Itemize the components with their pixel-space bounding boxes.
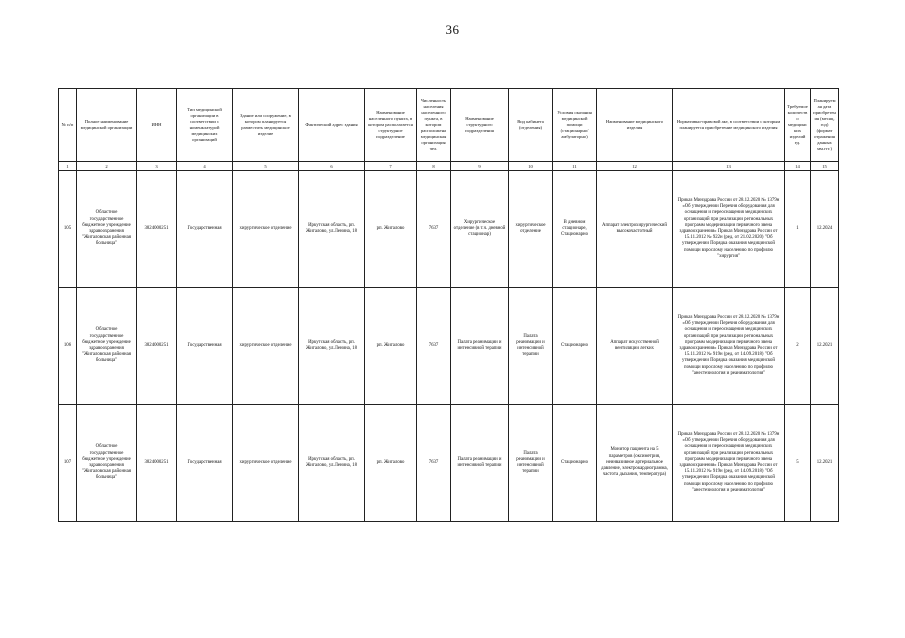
header-cell-cabinet: Вид кабинета (отделения) — [509, 89, 553, 162]
date-cell: 12.2024 — [811, 171, 839, 288]
column-number: 4 — [177, 162, 233, 171]
division-cell: Хирургическое отделение (в т.ч. дневной стационар) — [451, 171, 509, 288]
settlement-cell: рп. Жигалово — [365, 405, 417, 522]
population-cell: 7637 — [417, 171, 451, 288]
quantity-cell: 1 — [785, 171, 811, 288]
column-number: 7 — [365, 162, 417, 171]
header-cell-device: Наименование медицинского изделия — [597, 89, 673, 162]
inn-cell: 3824000251 — [137, 288, 177, 405]
act-cell: Приказ Минздрава России от 28.12.2020 № 1379н «Об утверждении Перечня оборудования для оснащения и переоснащения медицинских организаций при реализации региональных программ модернизации первичного звена здравоохранения» Приказ Минздрава России от 15.11.2012 № 922н (ред. от 21.02.2020) "Об утверждении Порядка оказания медицинской помощи взрослому населению по профилю "хирургия" — [673, 171, 785, 288]
column-number: 9 — [451, 162, 509, 171]
column-number: 3 — [137, 162, 177, 171]
equipment-table — [58, 88, 839, 522]
column-number: 11 — [553, 162, 597, 171]
table-row — [59, 171, 839, 288]
column-number: 14 — [785, 162, 811, 171]
header-cell-number: № п/п — [59, 89, 77, 162]
column-number: 8 — [417, 162, 451, 171]
column-number: 5 — [233, 162, 299, 171]
table-header-row — [59, 89, 839, 162]
table-row — [59, 405, 839, 522]
act-cell: Приказ Минздрава России от 28.12.2020 № 1379н «Об утверждении Перечня оборудования для оснащения и переоснащения медицинских организаций при реализации региональных программ модернизации первичного звена здравоохранения» Приказ Минздрава России от 15.11.2012 № 919н (ред. от 14.09.2018) "Об утверждении Порядка оказания медицинской помощи взрослому населению по профилю "анестезиология и реаниматология" — [673, 288, 785, 405]
header-cell-conditions: Условия оказания медицинской помощи (стационарно/амбулаторно) — [553, 89, 597, 162]
conditions-cell: Стационарно — [553, 288, 597, 405]
header-cell-org: Полное наименование медицинской организации — [77, 89, 137, 162]
device-cell: Аппарат искусственной вентиляции легких — [597, 288, 673, 405]
column-number: 1 — [59, 162, 77, 171]
column-number-row — [59, 162, 839, 171]
date-cell: 12.2021 — [811, 288, 839, 405]
row-number: 107 — [59, 405, 77, 522]
table-row — [59, 288, 839, 405]
column-number: 12 — [597, 162, 673, 171]
org-name: Областное государственное бюджетное учреждение здравоохранения "Жигаловская районная больница" — [77, 288, 137, 405]
org-name: Областное государственное бюджетное учреждение здравоохранения "Жигаловская районная больница" — [77, 405, 137, 522]
population-cell: 7637 — [417, 288, 451, 405]
header-cell-date: Планируемая дата приобретения (месяц, год) (формат отражения данных мм.ггг.) — [811, 89, 839, 162]
header-cell-act: Нормативно-правовой акт, в соответствии с которым планируется приобретение медицинского изделия — [673, 89, 785, 162]
header-cell-type: Тип медицинской организации в соответствии с номенклатурой медицинских организаций — [177, 89, 233, 162]
column-number: 6 — [299, 162, 365, 171]
date-cell: 12.2021 — [811, 405, 839, 522]
act-cell: Приказ Минздрава России от 28.12.2020 № 1379н «Об утверждении Перечня оборудования для оснащения и переоснащения медицинских организаций при реализации региональных программ модернизации первичного звена здравоохранения» Приказ Минздрава России от 15.11.2012 № 919н (ред. от 14.09.2018) "Об утверждении Порядка оказания медицинской помощи взрослому населению по профилю "анестезиология и реаниматология" — [673, 405, 785, 522]
settlement-cell: рп. Жигалово — [365, 288, 417, 405]
inn-cell: 3824000251 — [137, 405, 177, 522]
header-cell-settlement: Наименование населенного пункта, в котором располагается структурное подразделение — [365, 89, 417, 162]
column-number: 10 — [509, 162, 553, 171]
column-number: 15 — [811, 162, 839, 171]
device-cell: Монитор пациента на 5 параметров (оксиметрия, неинвазивное артериальное давление, электрокардиограмма, частота дыхания, температура) — [597, 405, 673, 522]
cabinet-cell: хирургическое отделение — [509, 171, 553, 288]
building-cell: хирургическое отделение — [233, 405, 299, 522]
row-number: 106 — [59, 288, 77, 405]
settlement-cell: рп. Жигалово — [365, 171, 417, 288]
building-cell: хирургическое отделение — [233, 288, 299, 405]
conditions-cell: Стационарно — [553, 405, 597, 522]
header-cell-population: Численность населения населенного пункта, в котором расположена медицинская организация чел. — [417, 89, 451, 162]
division-cell: Палата реанимации и интенсивной терапии — [451, 288, 509, 405]
org-name: Областное государственное бюджетное учреждение здравоохранения "Жигаловская районная больница" — [77, 171, 137, 288]
address-cell: Иркутская область, рп. Жигалово, ул.Ленина, 18 — [299, 288, 365, 405]
address-cell: Иркутская область, рп. Жигалово, ул.Ленина, 18 — [299, 405, 365, 522]
column-number: 2 — [77, 162, 137, 171]
org-type: Государственная — [177, 405, 233, 522]
header-cell-division: Наименование структурного подразделения — [451, 89, 509, 162]
org-type: Государственная — [177, 288, 233, 405]
cabinet-cell: Палата реанимации и интенсивной терапии — [509, 288, 553, 405]
quantity-cell: 2 — [785, 288, 811, 405]
building-cell: хирургическое отделение — [233, 171, 299, 288]
column-number: 13 — [673, 162, 785, 171]
device-cell: Аппарат электрохирургический высокочастотный — [597, 171, 673, 288]
header-cell-building: Здание или сооружение, в котором планируется разместить медицинское изделие — [233, 89, 299, 162]
header-cell-quantity: Требуемое количество медицинских изделий ед. — [785, 89, 811, 162]
inn-cell: 3824000251 — [137, 171, 177, 288]
division-cell: Палата реанимации и интенсивной терапии — [451, 405, 509, 522]
quantity-cell: 5 — [785, 405, 811, 522]
conditions-cell: В дневном стационаре, Стационарно — [553, 171, 597, 288]
row-number: 105 — [59, 171, 77, 288]
org-type: Государственная — [177, 171, 233, 288]
header-cell-inn: ИНН — [137, 89, 177, 162]
address-cell: Иркутская область, рп. Жигалово, ул.Ленина, 18 — [299, 171, 365, 288]
population-cell: 7637 — [417, 405, 451, 522]
header-cell-address: Фактический адрес здания — [299, 89, 365, 162]
page-number: 36 — [445, 22, 460, 37]
cabinet-cell: Палата реанимации и интенсивной терапии — [509, 405, 553, 522]
